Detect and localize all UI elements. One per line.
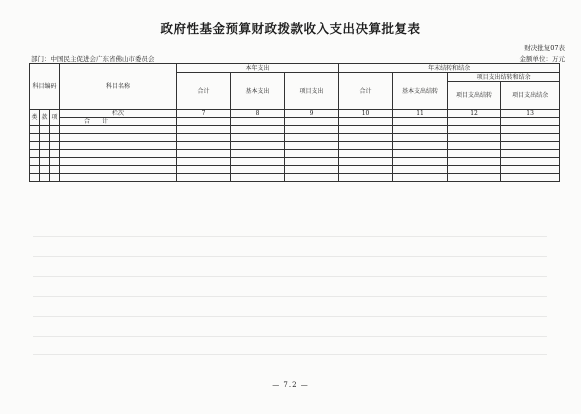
subject-name-header: 科目名称 (60, 64, 177, 110)
table-row (30, 142, 560, 150)
table-cell (50, 126, 60, 134)
table-cell (40, 158, 50, 166)
table-row (30, 150, 560, 158)
table-cell (231, 118, 285, 126)
table-cell (285, 126, 339, 134)
table-cell (393, 166, 448, 174)
table-cell (231, 142, 285, 150)
year-end-carryover-header: 年末结转和结余 (339, 64, 560, 73)
table-cell (393, 150, 448, 158)
table-cell (448, 126, 501, 134)
table-cell (285, 166, 339, 174)
table-cell (50, 166, 60, 174)
project-surplus-header: 项目支出结余 (501, 82, 560, 110)
table-cell (231, 158, 285, 166)
table-row (30, 126, 560, 134)
table-cell (60, 126, 177, 134)
table-cell (339, 126, 393, 134)
col-num-11: 11 (393, 110, 448, 118)
table-cell (50, 142, 60, 150)
project-carryover-header: 项目支出结转 (448, 82, 501, 110)
project-expenditure-header: 项目支出 (285, 73, 339, 110)
page-title: 政府性基金预算财政拨款收入支出决算批复表 (160, 21, 421, 36)
table-cell (285, 134, 339, 142)
table-cell (60, 134, 177, 142)
table-cell (60, 142, 177, 150)
total-row-label: 合 计 (60, 118, 177, 126)
subject-code-header: 科目编码 (30, 64, 60, 110)
col-num-9: 9 (285, 110, 339, 118)
table-cell (177, 134, 231, 142)
col-num-8: 8 (231, 110, 285, 118)
table-cell (40, 142, 50, 150)
table-cell (501, 142, 560, 150)
col-num-13: 13 (501, 110, 560, 118)
table-cell (60, 150, 177, 158)
project-carryover-group-header: 项目支出结转和结余 (448, 73, 560, 82)
table-cell (393, 142, 448, 150)
table-cell (448, 118, 501, 126)
table-cell (30, 150, 40, 158)
table-cell (60, 158, 177, 166)
table-row (30, 158, 560, 166)
table-cell (231, 134, 285, 142)
table-cell (339, 166, 393, 174)
table-cell (448, 166, 501, 174)
table-cell (501, 158, 560, 166)
table-cell (40, 126, 50, 134)
total-header-2: 合计 (339, 73, 393, 110)
table-cell (40, 166, 50, 174)
form-code: 财决批复07表 (524, 44, 565, 52)
table-cell (448, 150, 501, 158)
table-cell (501, 126, 560, 134)
table-cell (50, 134, 60, 142)
table-cell (339, 174, 393, 182)
table-cell (40, 150, 50, 158)
row-number-label: 栏次 (60, 110, 177, 118)
table-cell (448, 142, 501, 150)
table-cell (285, 158, 339, 166)
code-xiang: 项 (50, 110, 60, 126)
table-cell (501, 150, 560, 158)
bleed-through-lines (33, 236, 547, 354)
table-cell (50, 158, 60, 166)
table-cell (231, 126, 285, 134)
table-cell (339, 142, 393, 150)
table-cell (393, 174, 448, 182)
table-cell (285, 174, 339, 182)
table-cell (177, 158, 231, 166)
table-cell (177, 150, 231, 158)
col-num-12: 12 (448, 110, 501, 118)
table-cell (177, 118, 231, 126)
table-cell (501, 134, 560, 142)
table-cell (339, 118, 393, 126)
amount-unit-label: 金额单位：万元 (519, 55, 565, 63)
table-cell (30, 166, 40, 174)
table-cell (339, 150, 393, 158)
table-cell (30, 158, 40, 166)
table-cell (40, 174, 50, 182)
table-row (30, 166, 560, 174)
table-cell (30, 174, 40, 182)
col-num-7: 7 (177, 110, 231, 118)
table-cell (231, 174, 285, 182)
table-cell (393, 126, 448, 134)
empty-rows-body (30, 126, 560, 182)
table-cell (30, 142, 40, 150)
table-cell (448, 134, 501, 142)
table-cell (501, 174, 560, 182)
table-cell (501, 118, 560, 126)
table-cell (285, 142, 339, 150)
approval-table (29, 63, 560, 182)
table-cell (177, 142, 231, 150)
department-label: 部门：中国民主促进会广东省佛山市委员会 (31, 55, 155, 63)
table-cell (177, 126, 231, 134)
table-cell (30, 134, 40, 142)
basic-expenditure-header: 基本支出 (231, 73, 285, 110)
code-kuan: 款 (40, 110, 50, 126)
table-cell (285, 150, 339, 158)
code-lei: 类 (30, 110, 40, 126)
table-cell (60, 174, 177, 182)
table-cell (393, 158, 448, 166)
table-cell (339, 134, 393, 142)
table-cell (231, 166, 285, 174)
current-year-expenditure-header: 本年支出 (177, 64, 339, 73)
table-cell (50, 174, 60, 182)
basic-carryover-header: 基本支出结转 (393, 73, 448, 110)
table-cell (501, 166, 560, 174)
table-cell (231, 150, 285, 158)
total-header-1: 合计 (177, 73, 231, 110)
table-cell (60, 166, 177, 174)
table-cell (30, 126, 40, 134)
table-row (30, 174, 560, 182)
table-row (30, 134, 560, 142)
table-cell (339, 158, 393, 166)
table-cell (40, 134, 50, 142)
table-cell (448, 174, 501, 182)
col-num-10: 10 (339, 110, 393, 118)
table-cell (177, 174, 231, 182)
table-cell (285, 118, 339, 126)
table-cell (393, 118, 448, 126)
table-cell (448, 158, 501, 166)
table-cell (177, 166, 231, 174)
table-cell (393, 134, 448, 142)
table-cell (50, 150, 60, 158)
page-number: — 7.2 — (272, 381, 309, 389)
